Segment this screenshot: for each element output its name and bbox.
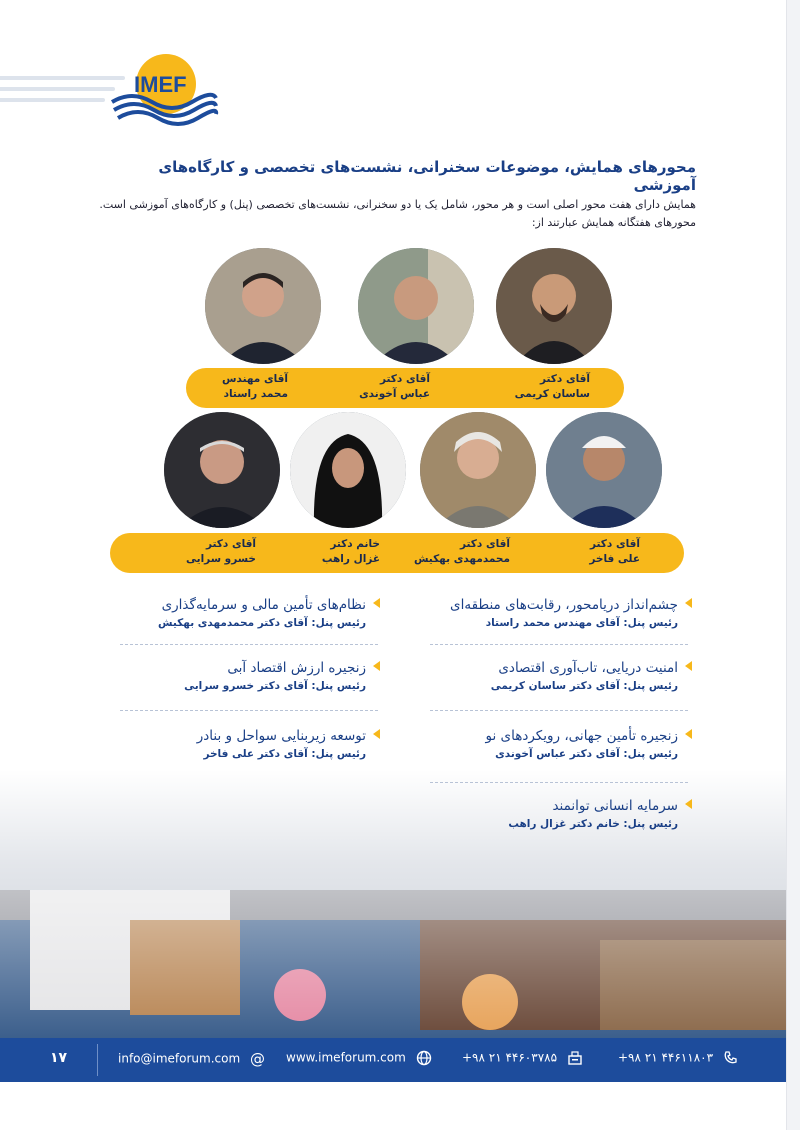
page-edge (786, 0, 800, 1130)
website-text[interactable]: www.imeforum.com (286, 1050, 406, 1065)
speaker-title: آقای دکتر (459, 538, 510, 550)
speaker-caption-saraei (176, 537, 256, 567)
speaker-name: خسرو سرایی (186, 553, 256, 565)
globe-icon (416, 1050, 432, 1066)
speaker-name: عباس آخوندی (359, 388, 430, 400)
topic-item (438, 796, 678, 832)
bullet-arrow-icon (685, 598, 692, 608)
speaker-photo-karimi (496, 248, 612, 364)
page-footer (0, 1038, 786, 1082)
topic-title: چشم‌انداز دریامحور، رقابت‌های منطقه‌ای (450, 597, 678, 613)
topic-separator (430, 710, 688, 711)
speaker-name: غزال راهب (321, 553, 380, 565)
speaker-name: ساسان کریمی (514, 388, 590, 400)
bullet-arrow-icon (685, 799, 692, 809)
topic-item (438, 658, 678, 694)
topic-chair: رئیس پنل: آقای دکتر عباس آخوندی (495, 748, 678, 760)
fax-icon (567, 1050, 583, 1066)
email-text[interactable]: info@imeforum.com (118, 1051, 241, 1066)
speaker-title: آقای مهندس (222, 373, 288, 385)
topic-title: توسعه زیربنایی سواحل و بنادر (196, 728, 366, 744)
topic-item (126, 595, 366, 631)
speaker-name: محمدمهدی بهکیش (413, 553, 510, 565)
topic-chair: رئیس پنل: خانم دکتر غزال راهب (508, 818, 678, 830)
bullet-arrow-icon (373, 661, 380, 671)
speaker-photo-rastad (205, 248, 321, 364)
phone-text: +۹۸ ۲۱ ۴۴۶۱۱۸۰۳ (618, 1050, 714, 1065)
fax-text: +۹۸ ۲۱ ۴۴۶۰۳۷۸۵ (462, 1050, 558, 1065)
bullet-arrow-icon (685, 661, 692, 671)
speaker-title: آقای دکتر (379, 373, 430, 385)
topic-chair: رئیس پنل: آقای دکتر محمدمهدی بهکیش (158, 617, 366, 629)
at-icon: @ (249, 1050, 265, 1068)
speaker-title: آقای دکتر (589, 538, 640, 550)
topic-title: زنجیره تأمین جهانی، رویکردهای نو (485, 728, 678, 744)
topic-item (126, 726, 366, 762)
topic-item (438, 595, 678, 631)
topic-chair: رئیس پنل: آقای دکتر خسرو سرایی (184, 680, 366, 692)
footer-website[interactable] (286, 1050, 432, 1066)
bullet-arrow-icon (373, 598, 380, 608)
page-title: محورهای همایش، موضوعات سخنرانی، نشست‌های تخصصی و کارگاه‌های آموزشی (158, 158, 696, 194)
logo-text: IMEF (134, 72, 187, 97)
speaker-photo-akhoundi (358, 248, 474, 364)
topic-item (126, 658, 366, 694)
speaker-caption-raheb (300, 537, 380, 567)
footer-divider (97, 1044, 98, 1076)
topic-separator (430, 782, 688, 783)
speaker-photo-saraei (164, 412, 280, 528)
intro-paragraph: همایش دارای هفت محور اصلی است و هر محور، شامل یک یا دو سخنرانی، نشست‌های تخصصی (پنل) و کارگاه‌های آموزشی است. محورهای هفتگانه همایش عبارتند از: (99, 198, 696, 229)
imef-logo (104, 50, 220, 136)
topic-separator (120, 644, 378, 645)
footer-fax (462, 1050, 583, 1066)
topic-item (438, 726, 678, 762)
speaker-caption-akhoundi (350, 372, 430, 402)
topic-chair: رئیس پنل: آقای مهندس محمد راستاد (485, 617, 678, 629)
footer-email[interactable] (118, 1050, 265, 1068)
topic-title: نظام‌های تأمین مالی و سرمایه‌گذاری (161, 597, 366, 613)
topic-title: سرمایه انسانی توانمند (552, 798, 678, 814)
speaker-name: محمد راستاد (223, 388, 288, 400)
bullet-arrow-icon (685, 729, 692, 739)
bullet-arrow-icon (373, 729, 380, 739)
footer-phone (618, 1050, 739, 1066)
page-number: ۱۷ (50, 1050, 68, 1066)
speaker-title: خانم دکتر (330, 538, 380, 550)
speaker-caption-fakher (560, 537, 640, 567)
speaker-photo-fakher (546, 412, 662, 528)
topic-separator (430, 644, 688, 645)
speaker-caption-rastad (208, 372, 288, 402)
topic-separator (120, 710, 378, 711)
speaker-caption-behkish (400, 537, 510, 567)
topic-chair: رئیس پنل: آقای دکتر ساسان کریمی (490, 680, 678, 692)
speaker-name: علی فاخر (589, 553, 640, 565)
topic-title: امنیت دریایی، تاب‌آوری اقتصادی (498, 660, 678, 676)
speaker-photo-raheb (290, 412, 406, 528)
speaker-caption-karimi (510, 372, 590, 402)
speaker-photo-behkish (420, 412, 536, 528)
phone-icon (723, 1050, 739, 1066)
topic-title: زنجیره ارزش اقتصاد آبی (227, 660, 366, 676)
topic-chair: رئیس پنل: آقای دکتر علی فاخر (203, 748, 366, 760)
speaker-title: آقای دکتر (205, 538, 256, 550)
speaker-title: آقای دکتر (539, 373, 590, 385)
